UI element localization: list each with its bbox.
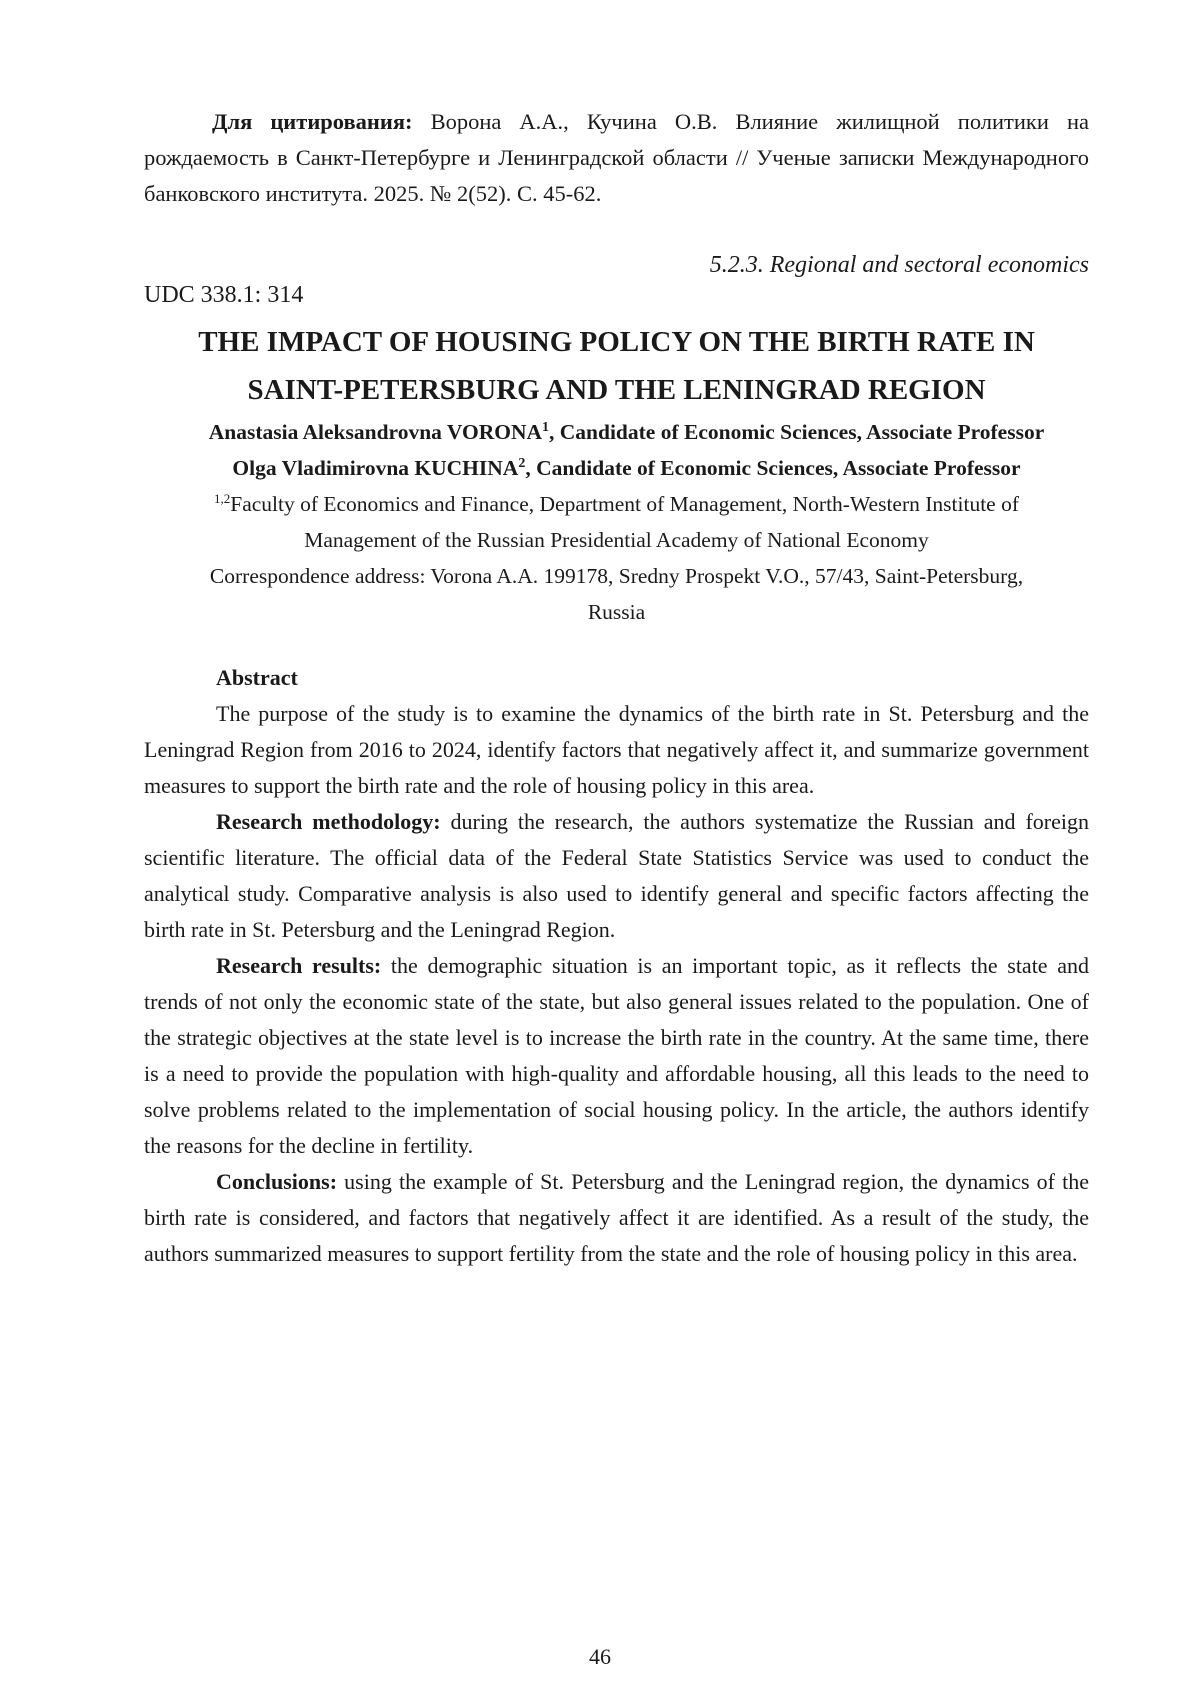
author-2-credentials: , Candidate of Economic Sciences, Associate Professor	[525, 456, 1021, 480]
citation	[144, 104, 1089, 212]
conclusions-label: Conclusions:	[216, 1169, 338, 1194]
author-2-name: Olga Vladimirovna KUCHINA	[232, 456, 519, 480]
results-text: the demographic situation is an important topic, as it reflects the state and trends of not only the economic state of the state, but also general issues related to the population. One of the strategic objectives at the state level is to increase the birth rate in the country. At the same time, there is a need to provide the population with high-quality and affordable housing, all this leads to the need to solve problems related to the implementation of social housing policy. In the article, the authors identify the reasons for the decline in fertility.	[144, 953, 1089, 1158]
page-number: 46	[589, 1644, 611, 1669]
methodology-label: Research methodology:	[216, 809, 441, 834]
page-content	[144, 104, 1089, 1272]
author-1-credentials: , Candidate of Economic Sciences, Associate Professor	[549, 420, 1045, 444]
affiliation-text: Faculty of Economics and Finance, Department of Management, North-Western Institute of Management of the Russian Presidential Academy of National Economy	[230, 492, 1019, 552]
author-2	[144, 450, 1089, 486]
abstract-conclusions	[144, 1164, 1089, 1272]
author-1	[144, 414, 1089, 450]
citation-label: Для цитирования:	[212, 109, 413, 134]
article-title: THE IMPACT OF HOUSING POLICY ON THE BIRTH RATE IN SAINT-PETERSBURG AND THE LENINGRAD REGION	[198, 326, 1035, 406]
udc-code: UDC 338.1: 314	[144, 282, 304, 308]
correspondence-address: Correspondence address: Vorona A.A. 199178, Sredny Prospekt V.O., 57/43, Saint-Petersburg, Russia	[209, 564, 1024, 624]
methodology-text: during the research, the authors systematize the Russian and foreign scientific literature. The official data of the Federal State Statistics Service was used to conduct the analytical study. Comparative analysis is also used to identify general and specific factors affecting the birth rate in St. Petersburg and the Leningrad Region.	[144, 809, 1089, 942]
author-1-name: Anastasia Aleksandrovna VORONA	[208, 420, 543, 444]
abstract-methodology	[144, 804, 1089, 948]
author-2-sup: 2	[518, 455, 526, 471]
section-heading: 5.2.3. Regional and sectoral economics	[709, 252, 1089, 278]
abstract-purpose: The purpose of the study is to examine the dynamics of the birth rate in St. Petersburg and the Leningrad Region from 2016 to 2024, identify factors that negatively affect it, and summarize government measures to support the birth rate and the role of housing policy in this area.	[144, 701, 1089, 798]
citation-text: Ворона А.А., Кучина О.В. Влияние жилищной политики на рождаемость в Санкт-Петербурге и Ленинградской области // Ученые записки Международного банковского института. 2025. № 2(52). С. 45-62.	[144, 109, 1089, 206]
affiliation	[144, 486, 1089, 558]
author-1-sup: 1	[542, 419, 550, 435]
affiliation-sup: 1,2	[213, 490, 231, 506]
results-label: Research results:	[216, 953, 382, 978]
conclusions-text: using the example of St. Petersburg and the Leningrad region, the dynamics of the birth rate is considered, and factors that negatively affect it are identified. As a result of the study, the authors summarized measures to support fertility from the state and the role of housing policy in this area.	[144, 1169, 1089, 1266]
abstract-results	[144, 948, 1089, 1164]
abstract-heading: Abstract	[216, 665, 298, 690]
